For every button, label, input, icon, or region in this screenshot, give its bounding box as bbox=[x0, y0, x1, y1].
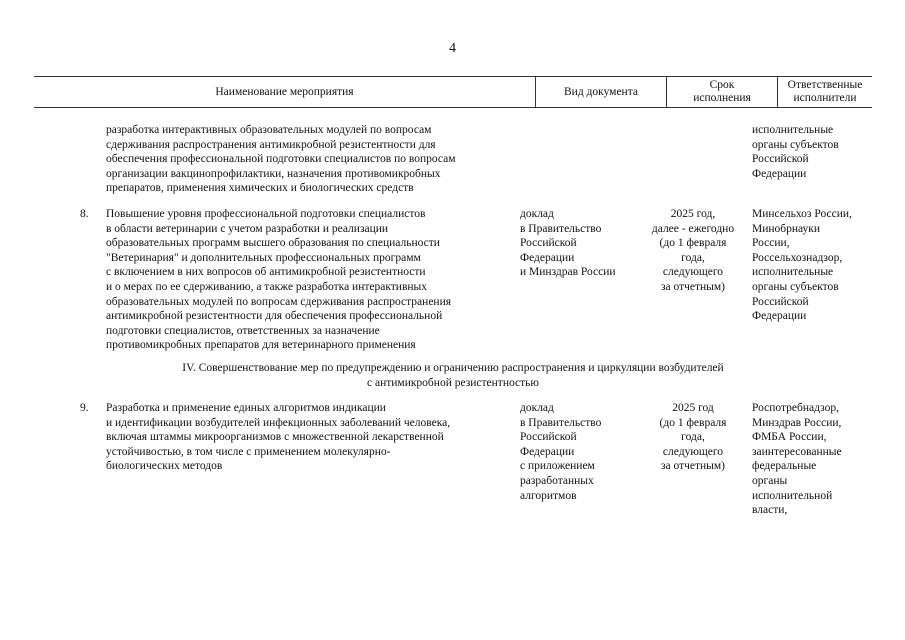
text-line: биологических методов bbox=[106, 460, 223, 473]
text-line: Федерации bbox=[752, 167, 807, 180]
text-line: Федерации bbox=[752, 310, 807, 323]
row-9-name bbox=[106, 401, 450, 474]
text-line: алгоритмов bbox=[520, 489, 577, 502]
section-heading bbox=[34, 361, 872, 390]
text-line: следующего bbox=[662, 445, 724, 458]
text-line: исполнительные bbox=[752, 124, 834, 136]
header-deadline bbox=[667, 77, 777, 107]
text-line: следующего bbox=[662, 266, 724, 279]
header-name-label: Наименование мероприятия bbox=[215, 85, 354, 98]
text-line: и о мерах по ее сдерживанию, а также разработка интерактивных bbox=[106, 280, 428, 293]
row-9-number: 9. bbox=[80, 402, 89, 414]
text-line: Российской bbox=[520, 431, 577, 444]
text-line: (до 1 февраля bbox=[659, 416, 727, 429]
row-9-doc-type bbox=[520, 401, 601, 503]
header-doc-type-label: Вид документа bbox=[564, 85, 638, 98]
text-line: образовательных программ высшего образования по специальности bbox=[106, 237, 440, 250]
text-line: года, bbox=[681, 251, 705, 264]
text-line: органы bbox=[752, 474, 788, 487]
text-line: разработка интерактивных образовательных модулей по вопросам bbox=[106, 124, 432, 136]
text-line: Федерации bbox=[520, 251, 575, 264]
text-line: России, bbox=[752, 237, 790, 250]
text-line: года, bbox=[681, 431, 705, 444]
text-line: с включением в них вопросов об антимикробной резистентности bbox=[106, 266, 426, 279]
text-line: антимикробной резистентности для обеспечения профессиональной bbox=[106, 310, 443, 323]
text-line: (до 1 февраля bbox=[659, 237, 727, 250]
text-line: в Правительство bbox=[520, 222, 602, 235]
header-responsible bbox=[778, 77, 872, 107]
text-line: исполнительной bbox=[752, 489, 833, 502]
text-line: за отчетным) bbox=[660, 280, 726, 293]
page-number: 4 bbox=[449, 41, 456, 56]
text-line: организации вакцинопрофилактики, назначения противомикробных bbox=[106, 167, 441, 180]
text-line: Минобрнауки bbox=[752, 222, 821, 235]
text-line: препаратов, применения химических и биологических средств bbox=[106, 182, 414, 195]
header-doc-type bbox=[536, 77, 666, 107]
text-line: 2025 год bbox=[672, 402, 714, 414]
text-line: федеральные bbox=[752, 460, 817, 473]
text-line: Разработка и применение единых алгоритмов индикации bbox=[106, 402, 386, 414]
text-line: Роспотребнадзор, bbox=[752, 402, 839, 414]
row-0-name bbox=[106, 123, 456, 196]
section-heading-line: IV. Совершенствование мер по предупреждению и ограничению распространения и циркуляции возбудителей bbox=[182, 362, 724, 374]
text-line: органы субъектов bbox=[752, 280, 839, 293]
text-line: с приложением bbox=[520, 460, 595, 473]
header-responsible-line: исполнители bbox=[793, 92, 857, 104]
text-line: далее - ежегодно bbox=[651, 222, 735, 235]
row-8-number: 8. bbox=[80, 208, 89, 220]
text-line: и идентификации возбудителей инфекционных заболеваний человека, bbox=[106, 416, 451, 429]
text-line: сдерживания распространения антимикробной резистентности для bbox=[106, 138, 436, 151]
text-line: и Минздрав России bbox=[520, 266, 616, 279]
row-8-responsible bbox=[752, 207, 852, 324]
text-line: подготовки специалистов, ответственных за назначение bbox=[106, 324, 380, 337]
text-line: власти, bbox=[752, 504, 788, 517]
header-name bbox=[34, 77, 535, 107]
text-line: Российской bbox=[520, 237, 577, 250]
text-line: исполнительные bbox=[752, 266, 834, 279]
header-deadline-line: Срок bbox=[709, 79, 735, 91]
text-line: "Ветеринария" и дополнительных профессиональных программ bbox=[106, 251, 421, 264]
text-line: Российской bbox=[752, 153, 809, 166]
text-line: образовательных модулей по вопросам сдерживания распространения bbox=[106, 295, 452, 308]
text-line: в Правительство bbox=[520, 416, 602, 429]
row-0-responsible bbox=[752, 123, 839, 181]
row-8-deadline bbox=[633, 207, 753, 295]
row-9-responsible bbox=[752, 401, 842, 518]
text-line: доклад bbox=[520, 208, 554, 220]
text-line: заинтересованные bbox=[752, 445, 842, 458]
text-line: Повышение уровня профессиональной подготовки специалистов bbox=[106, 208, 426, 220]
text-line: органы субъектов bbox=[752, 138, 839, 151]
table-header bbox=[34, 76, 872, 108]
text-line: ФМБА России, bbox=[752, 431, 827, 444]
text-line: Минсельхоз России, bbox=[752, 208, 852, 220]
row-8-name bbox=[106, 207, 451, 353]
text-line: Минздрав России, bbox=[752, 416, 842, 429]
text-line: противомикробных препаратов для ветеринарного применения bbox=[106, 339, 416, 352]
text-line: за отчетным) bbox=[660, 460, 726, 473]
text-line: Федерации bbox=[520, 445, 575, 458]
text-line: устойчивостью, в том числе с применением молекулярно- bbox=[106, 445, 391, 458]
header-responsible-line: Ответственные bbox=[787, 79, 863, 91]
row-8-doc-type bbox=[520, 207, 616, 280]
text-line: Российской bbox=[752, 295, 809, 308]
row-9-deadline bbox=[633, 401, 753, 474]
text-line: Россельхознадзор, bbox=[752, 251, 843, 264]
section-heading-line: с антимикробной резистентностью bbox=[367, 376, 539, 389]
text-line: включая штаммы микроорганизмов с множественной лекарственной bbox=[106, 431, 444, 444]
text-line: обеспечения профессиональной подготовки специалистов по вопросам bbox=[106, 153, 456, 166]
header-deadline-line: исполнения bbox=[693, 92, 751, 104]
text-line: доклад bbox=[520, 402, 554, 414]
text-line: в области ветеринарии с учетом разработки и реализации bbox=[106, 222, 389, 235]
text-line: разработанных bbox=[520, 474, 594, 487]
text-line: 2025 год, bbox=[670, 208, 716, 220]
